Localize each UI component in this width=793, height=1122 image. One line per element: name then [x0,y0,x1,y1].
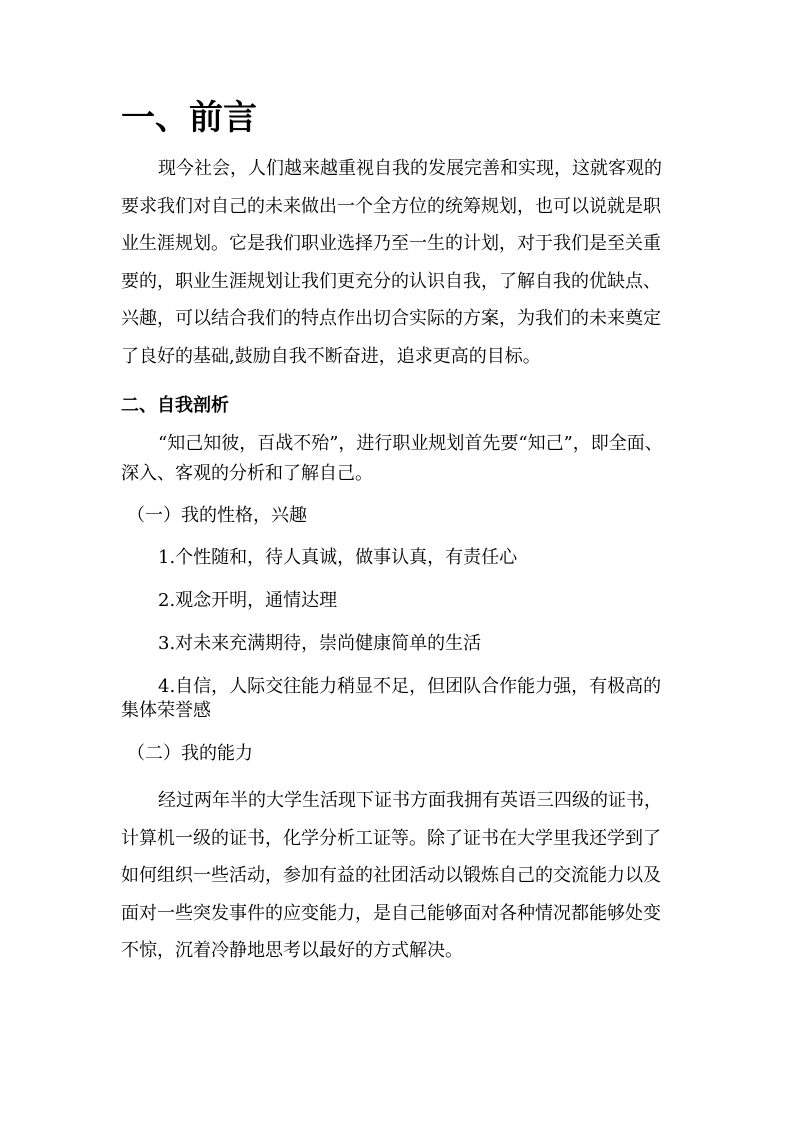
list-item: 4.自信，人际交往能力稍显不足，但团队合作能力强，有极高的集体荣誉感 [121,676,662,721]
section-heading-self-analysis: 二、自我剖析 [121,395,229,416]
section-heading-preface: 一、前言 [121,98,257,138]
subheading-ability: （二）我的能力 [127,743,253,764]
subheading-personality: （一）我的性格，兴趣 [127,505,307,526]
ability-paragraph: 经过两年半的大学生活现下证书方面我拥有英语三四级的证书，计算机一级的证书，化学分析工证等。除了证书在大学里我还学到了如何组织一些活动，参加有益的社团活动以锻炼自己的交流能力以及面对一些突发事件的应变能力，是自己能够面对各种情况都能够处变不惊，沉着冷静地思考以最好的方式解决。 [121,790,662,962]
list-item: 1.个性随和，待人真诚，做事认真，有责任心 [158,547,518,568]
list-item: 3.对未来充满期待，崇尚健康简单的生活 [158,633,482,654]
list-item: 2.观念开明，通情达理 [158,590,338,611]
self-analysis-intro: “知己知彼，百战不殆”，进行职业规划首先要“知己”，即全面、深入、客观的分析和了解自己。 [121,433,663,484]
preface-paragraph: 现今社会，人们越来越重视自我的发展完善和实现，这就客观的要求我们对自己的未来做出一个全方位的统筹规划，也可以说就是职业生涯规划。它是我们职业选择乃至一生的计划，对于我们是至关重要的，职业生涯规划让我们更充分的认识自我，了解自我的优缺点、兴趣，可以结合我们的特点作出切合实际的方案，为我们的未来奠定了良好的基础,鼓励自我不断奋进，追求更高的目标。 [121,158,662,367]
